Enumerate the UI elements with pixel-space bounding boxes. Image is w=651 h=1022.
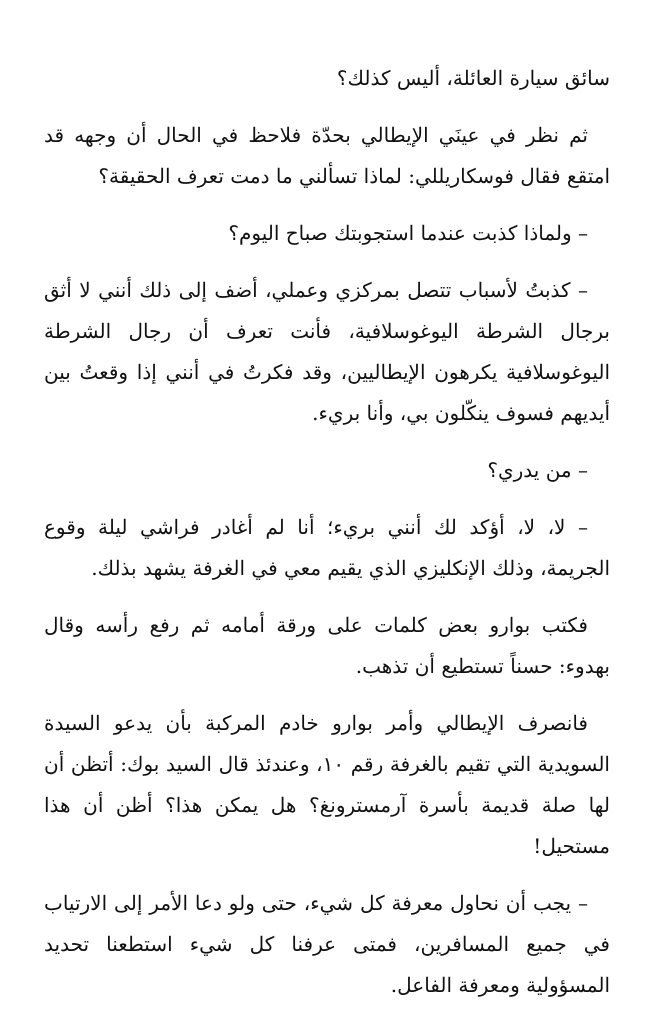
- paragraph-9: – يجب أن نحاول معرفة كل شيء، حتى ولو دعا الأمر إلى الارتياب في جميع المسافرين، فمتى عرفنا كل شيء استطعنا تحديد المسؤولية ومعرفة الفاعل.: [44, 891, 610, 997]
- paragraph-3: – ولماذا كذبت عندما استجوبتك صباح اليوم؟: [228, 221, 588, 245]
- book-page: [44, 58, 610, 1022]
- paragraph-4: – كذبتُ لأسباب تتصل بمركزي وعملي، أضف إلى ذلك أنني لا أثق برجال الشرطة اليوغوسلافية، فأنت تعرف أن رجال الشرطة اليوغوسلافية يكرهون الإيطاليين، وقد فكرتُ في أنني إذا وقعتُ بين أيديهم فسوف ينكّلون بي، وأنا بريء.: [44, 278, 610, 425]
- paragraph-5: – من يدري؟: [487, 458, 588, 482]
- paragraph-8: فانصرف الإيطالي وأمر بوارو خادم المركبة بأن يدعو السيدة السويدية التي تقيم بالغرفة رقم ١٠، وعندئذ قال السيد بوك: أتظن أن لها صلة قديمة بأسرة آرمسترونغ؟ هل يمكن هذا؟ أظن أن هذا مستحيل!: [44, 711, 610, 858]
- paragraph-2: ثم نظر في عينَي الإيطالي بحدّة فلاحظ في الحال أن وجهه قد امتقع فقال فوسكاريللي: لماذا تسألني ما دمت تعرف الحقيقة؟: [44, 123, 610, 188]
- paragraph-1: سائق سيارة العائلة، أليس كذلك؟: [336, 66, 610, 90]
- paragraph-6: – لا، لا، أؤكد لك أنني بريء؛ أنا لم أغادر فراشي ليلة وقوع الجريمة، وذلك الإنكليزي الذي يقيم معي في الغرفة يشهد بذلك.: [44, 515, 610, 580]
- paragraph-7: فكتب بوارو بعض كلمات على ورقة أمامه ثم رفع رأسه وقال بهدوء: حسناً تستطيع أن تذهب.: [44, 613, 610, 678]
